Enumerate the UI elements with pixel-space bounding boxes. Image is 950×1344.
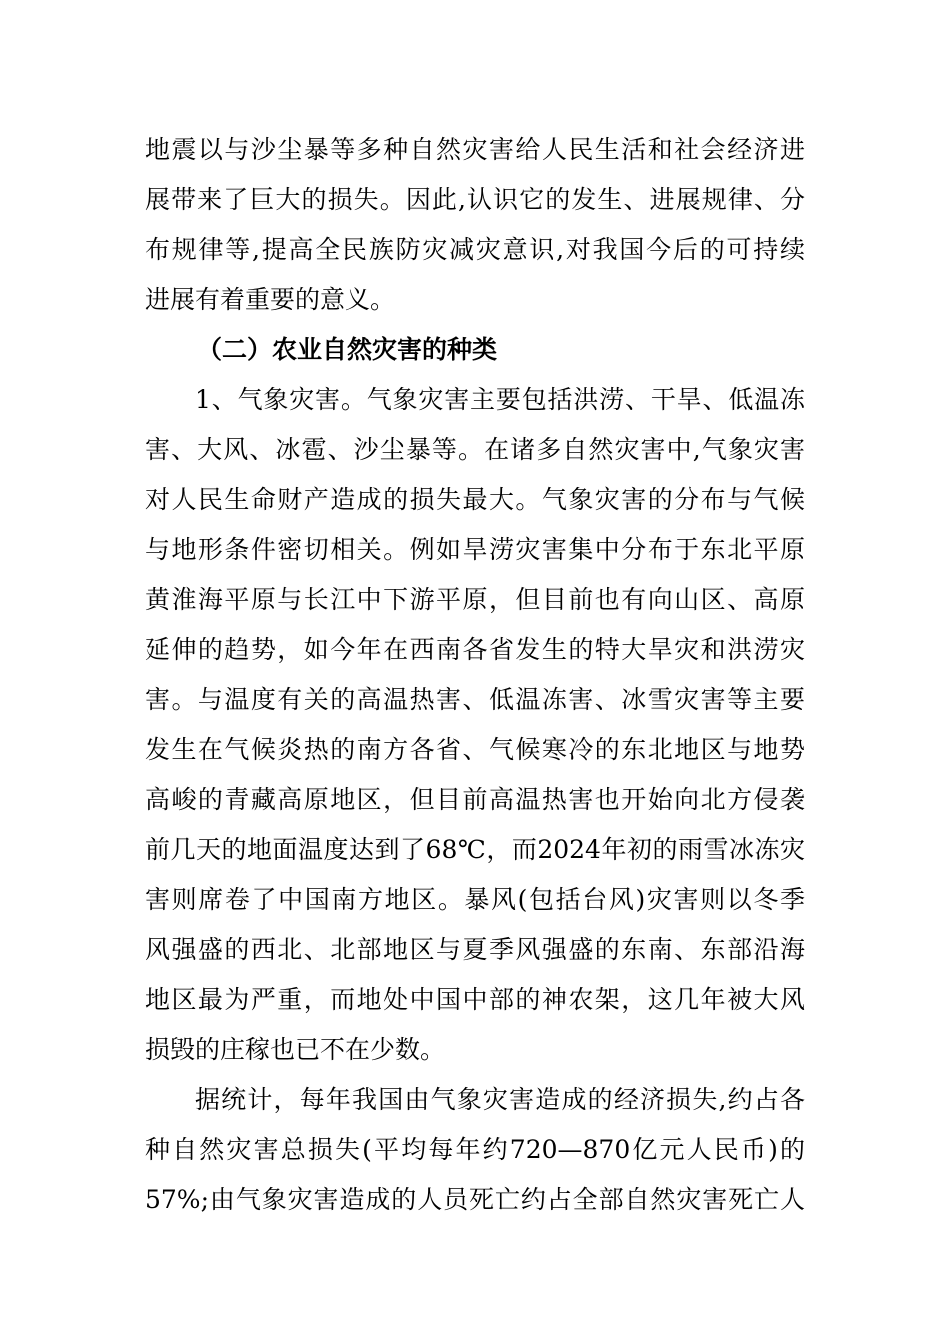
paragraph-2-line-14: 损毁的庄稼也已不在少数。 [145,1035,446,1064]
paragraph-2-line-11: 害则席卷了中国南方地区。暴风(包括台风)灾害则以冬季 [145,885,805,914]
paragraph-2-line-12: 风强盛的西北、北部地区与夏季风强盛的东南、东部沿海 [145,935,805,964]
paragraph-1-line-1: 地震以与沙尘暴等多种自然灾害给人民生活和社会经济进 [145,135,805,164]
paragraph-3-line-1: 据统计，每年我国由气象灾害造成的经济损失,约占各 [195,1085,805,1114]
paragraph-2-line-8: 发生在气候炎热的南方各省、气候寒冷的东北地区与地势 [145,735,805,764]
paragraph-2-line-6: 延伸的趋势，如今年在西南各省发生的特大旱灾和洪涝灾 [145,635,805,664]
paragraph-3-line-2: 种自然灾害总损失(平均每年约720—870亿元人民币)的 [145,1135,805,1164]
paragraph-2-line-5: 黄淮海平原与长江中下游平原，但目前也有向山区、高原 [145,585,805,614]
paragraph-2-line-1: 1、气象灾害。气象灾害主要包括洪涝、干旱、低温冻 [195,385,805,414]
paragraph-1-line-2: 展带来了巨大的损失。因此,认识它的发生、进展规律、分 [145,185,805,214]
paragraph-2-line-7: 害。与温度有关的高温热害、低温冻害、冰雪灾害等主要 [145,685,805,714]
paragraph-2-line-2: 害、大风、冰雹、沙尘暴等。在诸多自然灾害中,气象灾害 [145,435,805,464]
paragraph-2-line-3: 对人民生命财产造成的损失最大。气象灾害的分布与气候 [145,485,805,514]
paragraph-2-line-13: 地区最为严重，而地处中国中部的神农架，这几年被大风 [145,985,805,1014]
paragraph-1-line-4: 进展有着重要的意义。 [145,285,396,314]
paragraph-2-line-4: 与地形条件密切相关。例如旱涝灾害集中分布于东北平原 [145,535,805,564]
paragraph-1-line-3: 布规律等,提高全民族防灾减灾意识,对我国今后的可持续 [145,235,805,264]
paragraph-2-line-9: 高峻的青藏高原地区，但目前高温热害也开始向北方侵袭 [145,785,805,814]
paragraph-2-line-10: 前几天的地面温度达到了68℃，而2024年初的雨雪冰冻灾 [145,835,805,864]
section-heading: （二）农业自然灾害的种类 [197,335,498,364]
paragraph-3-line-3: 57%;由气象灾害造成的人员死亡约占全部自然灾害死亡人 [145,1185,805,1214]
